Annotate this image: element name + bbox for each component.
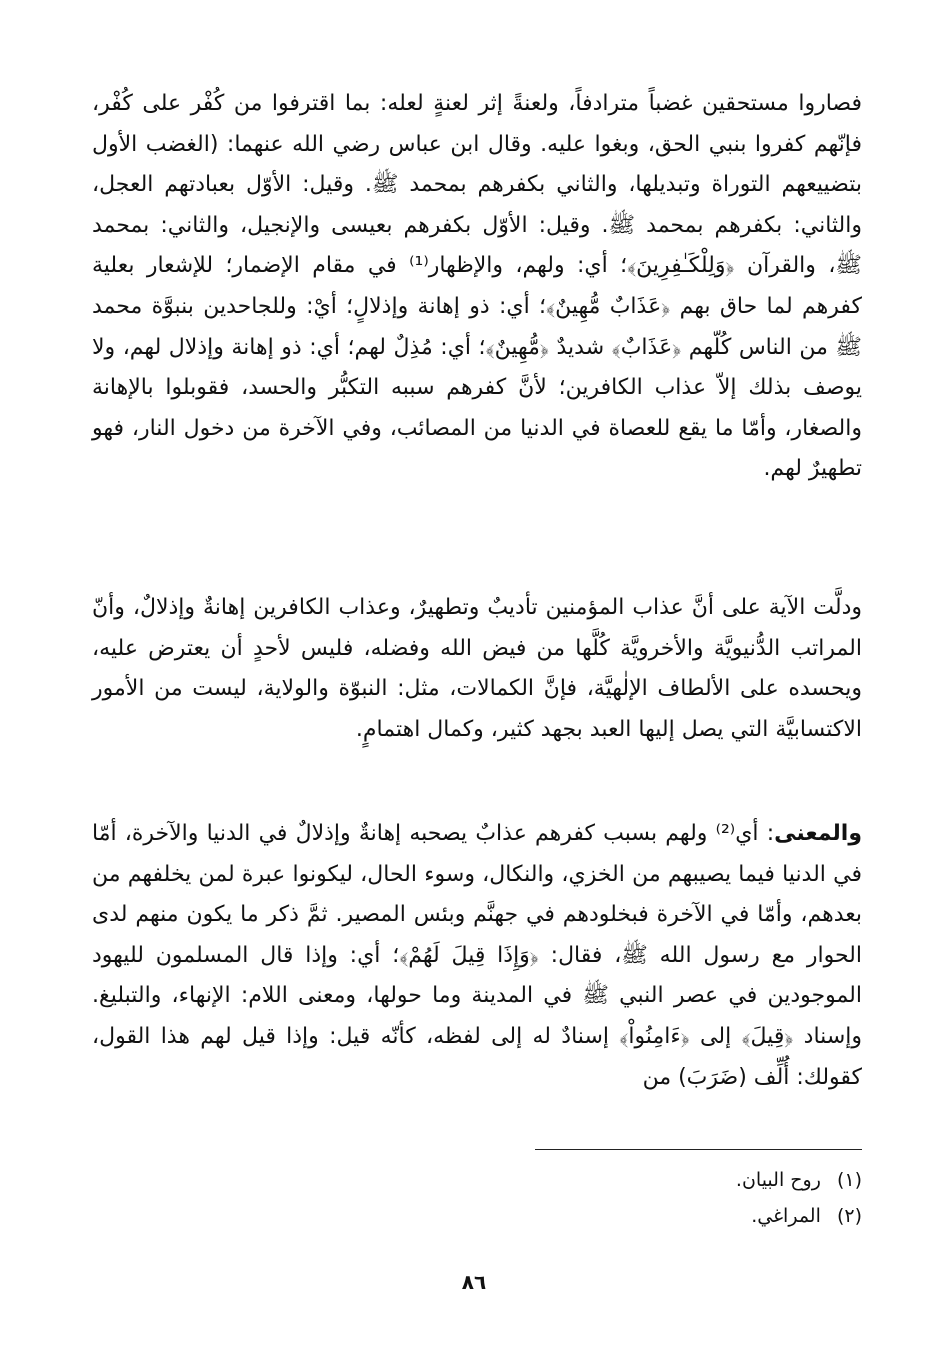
page-number: ٨٦ — [461, 1270, 487, 1294]
paragraph-2 — [92, 588, 862, 750]
footnote-divider — [535, 1149, 862, 1150]
paragraph-3-body — [92, 814, 862, 1098]
paragraph-2-text: ودلَّت الآية على أنَّ عذاب المؤمنين تأديبٌ وتطهيرٌ، وعذاب الكافرين إهانةٌ وإذلالٌ، وأنّ المراتب الدُّنيويَّة والأخرويَّة كُلَّها من فيض الله وفضله، فليس لأحدٍ أن يعترض عليه، ويحسده على الألطاف الإلٰهيَّة، فإنَّ الكمالات، مثل: النبوّة والولاية، ليست من الأمور الاكتسابيَّة التي يصل إليها العبد بجهد كثير، وكمال اهتمامٍ. — [92, 595, 862, 742]
paragraph-3 — [92, 814, 862, 1098]
footnotes — [500, 1162, 862, 1234]
footnote-number: (١) — [836, 1169, 862, 1191]
paragraph-3-lead: والمعنى — [774, 821, 862, 846]
footnote-number: (٢) — [836, 1205, 862, 1227]
paragraph-1-text: فصاروا مستحقين غضباً مترادفاً، ولعنةً إثر لعنةٍ لعله: بما اقترفوا من كُفْر على كُفْر، فإنّهم كفروا بنبي الحق، وبغوا عليه. وقال ابن عباس رضي الله عنهما: (الغضب الأول بتضييعهم التوراة وتبديلها، والثاني بكفرهم بمحمد ﷺ. وقيل: الأوّل بعبادتهم العجل، والثاني: بكفرهم بمحمد ﷺ. وقيل: الأوّل بكفرهم بعيسى والإنجيل، والثاني: بمحمد ﷺ، والقرآن ﴿وَلِلْكَـٰفِرِينَ﴾؛ أي: ولهم، والإظهار⁽¹⁾ في مقام الإضمار؛ للإشعار بعلية كفرهم لما حاق بهم ﴿عَذَابٌ مُّهِينٌ﴾؛ أي: ذو إهانة وإذلالٍ؛ أيْ: وللجاحدين بنبوَّة محمد ﷺ من الناس كُلّهم ﴿عَذَابٌ﴾ شديدٌ ﴿مُّهِينٌ﴾؛ أي: مُذِلٌ لهم؛ أي: ذو إهانة وإذلال لهم، ولا يوصف بذلك إلاّ عذاب الكافرين؛ لأنَّ كفرهم سببه التكبُّر والحسد، فقوبلوا بالإهانة والصغار، وأمّا ما يقع للعصاة في الدنيا من المصائب، وفي الآخرة من دخول النار، فهو تطهيرٌ لهم. — [92, 91, 862, 482]
footnote-item — [500, 1198, 862, 1234]
footnote-text: المراغي. — [751, 1205, 821, 1227]
footnote-item — [500, 1162, 862, 1198]
paragraph-1 — [92, 84, 862, 490]
footnote-text: روح البيان. — [735, 1169, 821, 1191]
paragraph-3-text: : أي⁽²⁾ ولهم بسبب كفرهم عذابٌ يصحبه إهانةٌ وإذلالٌ في الدنيا والآخرة، أمّا في الدنيا فيما يصيبهم من الخزي، والنكال، وسوء الحال، ليكونوا عبرة لمن يخلفهم من بعدهم، وأمّا في الآخرة فبخلودهم في جهنَّم وبئس المصير. ثمَّ ذكر ما يكون منهم لدى الحوار مع رسول الله ﷺ، فقال: ﴿وَإِذَا قِيلَ لَهُمْ﴾؛ أي: وإذا قال المسلمون لليهود الموجودين في عصر النبي ﷺ في المدينة وما حولها، ومعنى اللام: الإنهاء، والتبليغ. وإسناد ﴿قِيلَ﴾ إلى ﴿ءَامِنُواْ﴾ إسنادٌ له إلى لفظه، كأنّه قيل: وإذا قيل لهم هذا القول، كقولك: أُلِّف (ضَرَبَ) من — [92, 821, 862, 1090]
